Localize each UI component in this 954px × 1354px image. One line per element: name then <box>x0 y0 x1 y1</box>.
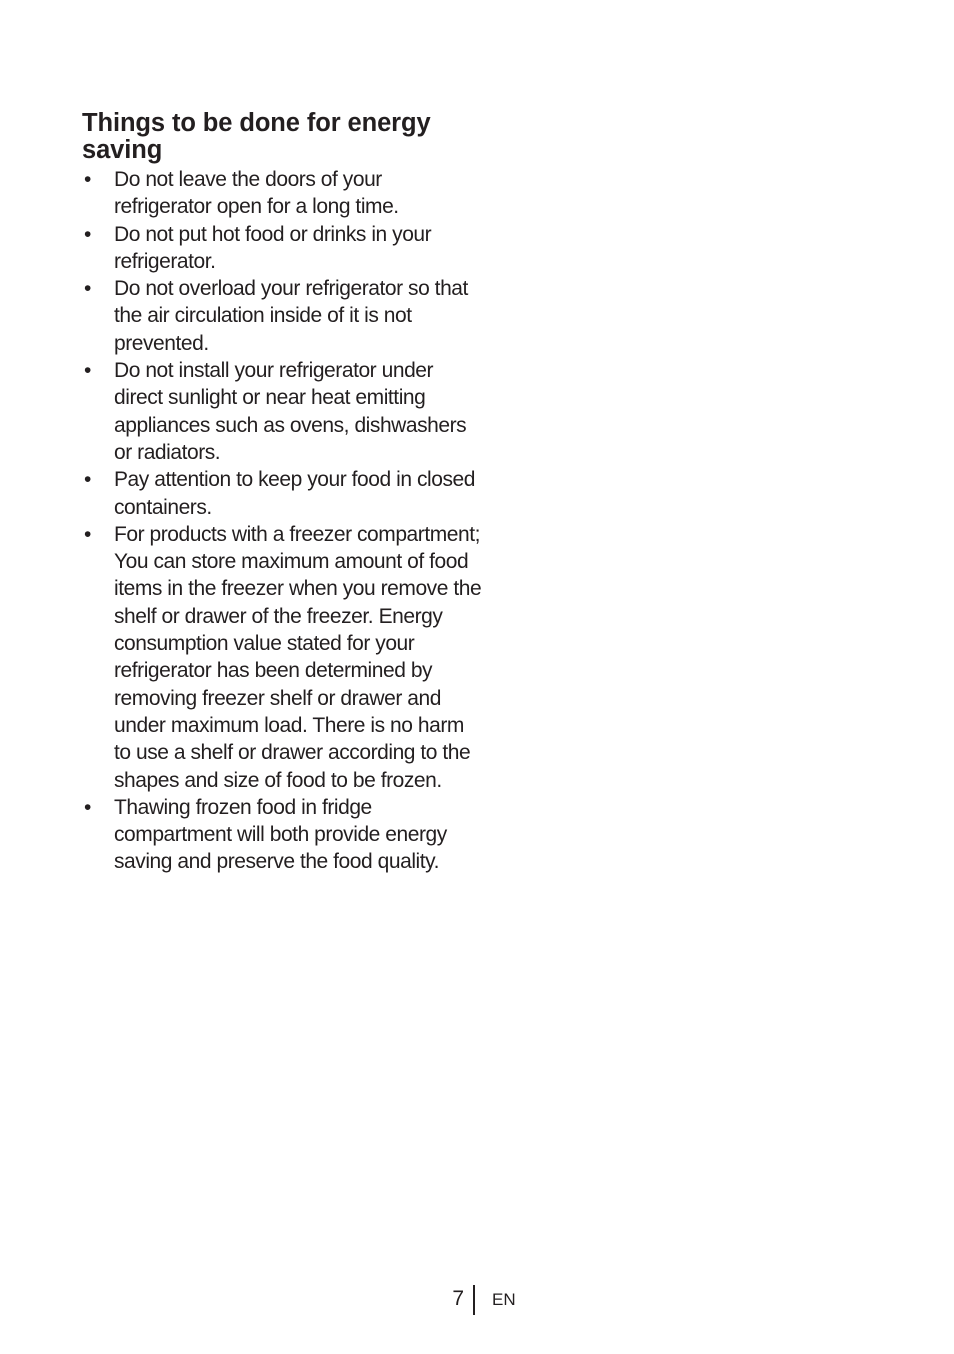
list-item <box>82 221 482 276</box>
bullet-icon: • <box>84 359 91 383</box>
list-item <box>82 521 482 794</box>
page-footer <box>0 1285 954 1315</box>
list-item-text: For products with a freezer compartment; You can store maximum amount of food items in the freezer when you remove the shelf or drawer of the freezer. Energy consumption value stated for your refrigerator has been determined by removing freezer shelf or drawer and under maximum load. There is no harm to use a shelf or drawer according to the shapes and size of food to be frozen. <box>114 522 482 792</box>
page-number: 7 <box>452 1287 464 1310</box>
list-item <box>82 275 482 357</box>
bullet-icon: • <box>84 468 91 492</box>
list-item-text: Do not put hot food or drinks in your refrigerator. <box>114 222 432 273</box>
bullet-icon: • <box>84 795 91 819</box>
list-item <box>82 466 482 521</box>
bullet-icon: • <box>84 168 91 191</box>
list-item-text: Pay attention to keep your food in closed containers. <box>114 468 475 519</box>
list-item <box>82 357 482 466</box>
energy-saving-list <box>82 166 482 876</box>
energy-saving-section <box>82 110 482 876</box>
footer-divider <box>473 1285 475 1315</box>
list-item <box>82 794 482 876</box>
list-item-text: Do not leave the doors of your refrigerator open for a long time. <box>114 168 399 219</box>
language-code: EN <box>492 1290 516 1309</box>
section-title: Things to be done for energy saving <box>82 109 431 164</box>
bullet-icon: • <box>84 277 91 301</box>
bullet-icon: • <box>84 222 91 246</box>
bullet-icon: • <box>84 522 91 546</box>
list-item-text: Do not overload your refrigerator so that the air circulation inside of it is not prevented. <box>114 277 468 355</box>
list-item <box>82 166 482 221</box>
list-item-text: Do not install your refrigerator under direct sunlight or near heat emitting appliances such as ovens, dishwashers or radiators. <box>114 359 467 464</box>
list-item-text: Thawing frozen food in fridge compartment will both provide energy saving and preserve the food quality. <box>114 795 447 874</box>
